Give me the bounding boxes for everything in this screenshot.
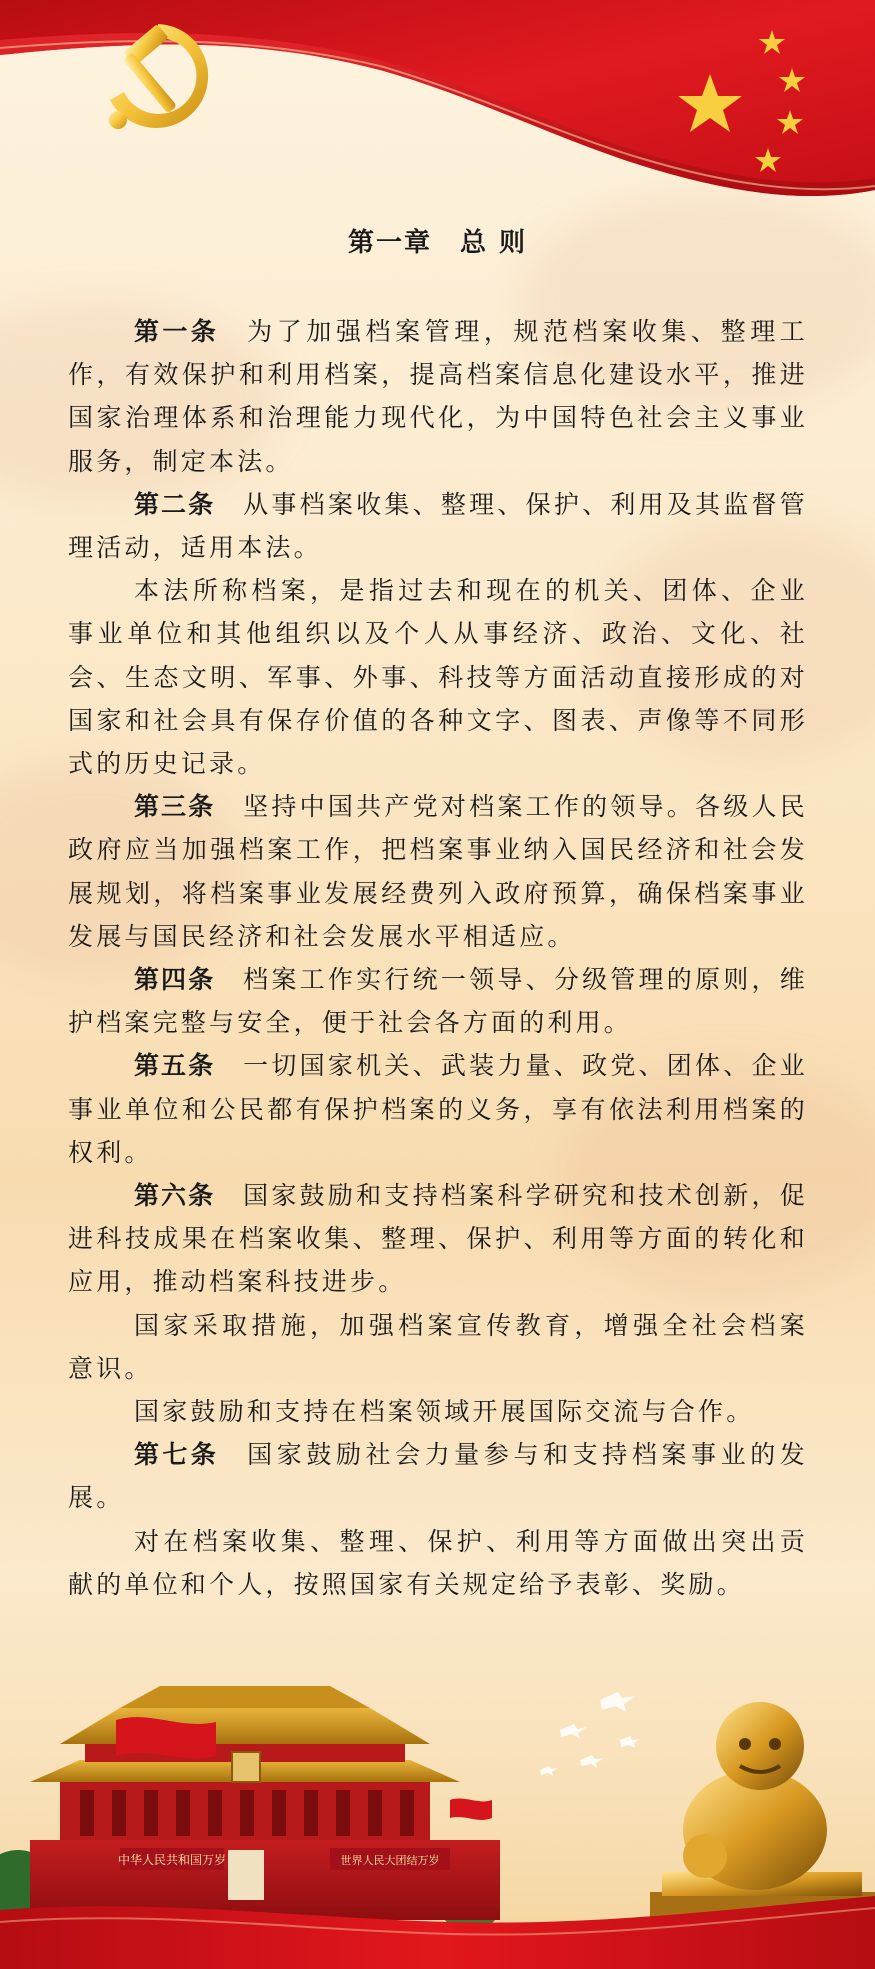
article-text: 国家鼓励和支持在档案领域开展国际交流与合作。 [134,1397,755,1427]
article-text: 本法所称档案，是指过去和现在的机关、团体、企业事业单位和其他组织以及个人从事经济、政治、文化、社会、生态文明、军事、外事、科技等方面活动直接形成的对国家和社会具有保存价值的各种文字、图表、声像等不同形式的历史记录。 [68,576,808,779]
article-paragraph [68,310,808,483]
stars-decoration [670,24,820,174]
red-flag-icon [450,1799,492,1820]
article-number: 第五条 [134,1051,216,1081]
article-number: 第三条 [134,792,216,822]
article-text: 国家鼓励社会力量参与和支持档案事业的发展。 [68,1440,808,1513]
article-text: 国家采取措施，加强档案宣传教育，增强全社会档案意识。 [68,1310,808,1383]
article-number: 第六条 [134,1181,216,1211]
star-icon [759,30,785,54]
article-paragraph [68,483,808,569]
article-number: 第七条 [134,1440,220,1470]
article-text: 国家鼓励和支持档案科学研究和技术创新，促进科技成果在档案收集、整理、保护、利用等方面的转化和应用，推动档案科技进步。 [68,1181,808,1297]
article-paragraph [68,1520,808,1606]
article-text: 一切国家机关、武装力量、政党、团体、企业事业单位和公民都有保护档案的义务，享有依法利用档案的权利。 [68,1051,808,1167]
star-icon [678,74,742,132]
article-content [68,310,808,1606]
article-number: 第二条 [134,489,216,519]
article-paragraph [68,1390,808,1433]
article-number: 第一条 [134,317,220,346]
article-number: 第四条 [134,965,216,995]
article-text: 坚持中国共产党对档案工作的领导。各级人民政府应当加强档案工作，把档案事业纳入国民经济和社会发展规划，将档案事业发展经费列入政府预算，确保档案事业发展与国民经济和社会发展水平相适应。 [68,792,808,951]
article-text: 档案工作实行统一领导、分级管理的原则，维护档案完整与安全，便于社会各方面的利用。 [68,965,808,1038]
gate-sign-side: 世界人民大团结万岁 [340,1854,440,1867]
article-paragraph [68,958,808,1044]
article-paragraph [68,1304,808,1390]
article-text: 对在档案收集、整理、保护、利用等方面做出突出贡献的单位和个人，按照国家有关规定给予表彰、奖励。 [68,1526,808,1599]
chapter-title: 第一章 总 则 [347,228,528,258]
star-icon [779,68,805,92]
article-text: 从事档案收集、整理、保护、利用及其监督管理活动，适用本法。 [68,489,808,563]
gate-sign-main: 中华人民共和国万岁 [117,1853,227,1867]
party-emblem-icon [96,14,226,144]
article-paragraph [68,1433,808,1519]
star-icon [777,110,803,134]
bottom-decoration [0,1660,875,1969]
article-paragraph [68,1044,808,1174]
article-paragraph [68,1174,808,1304]
article-text: 为了加强档案管理，规范档案收集、整理工作，有效保护和利用档案，提高档案信息化建设水平，推进国家治理体系和治理能力现代化，为中国特色社会主义事业服务，制定本法。 [68,317,808,476]
article-paragraph [68,785,808,958]
star-icon [755,148,781,172]
article-paragraph [68,569,808,785]
